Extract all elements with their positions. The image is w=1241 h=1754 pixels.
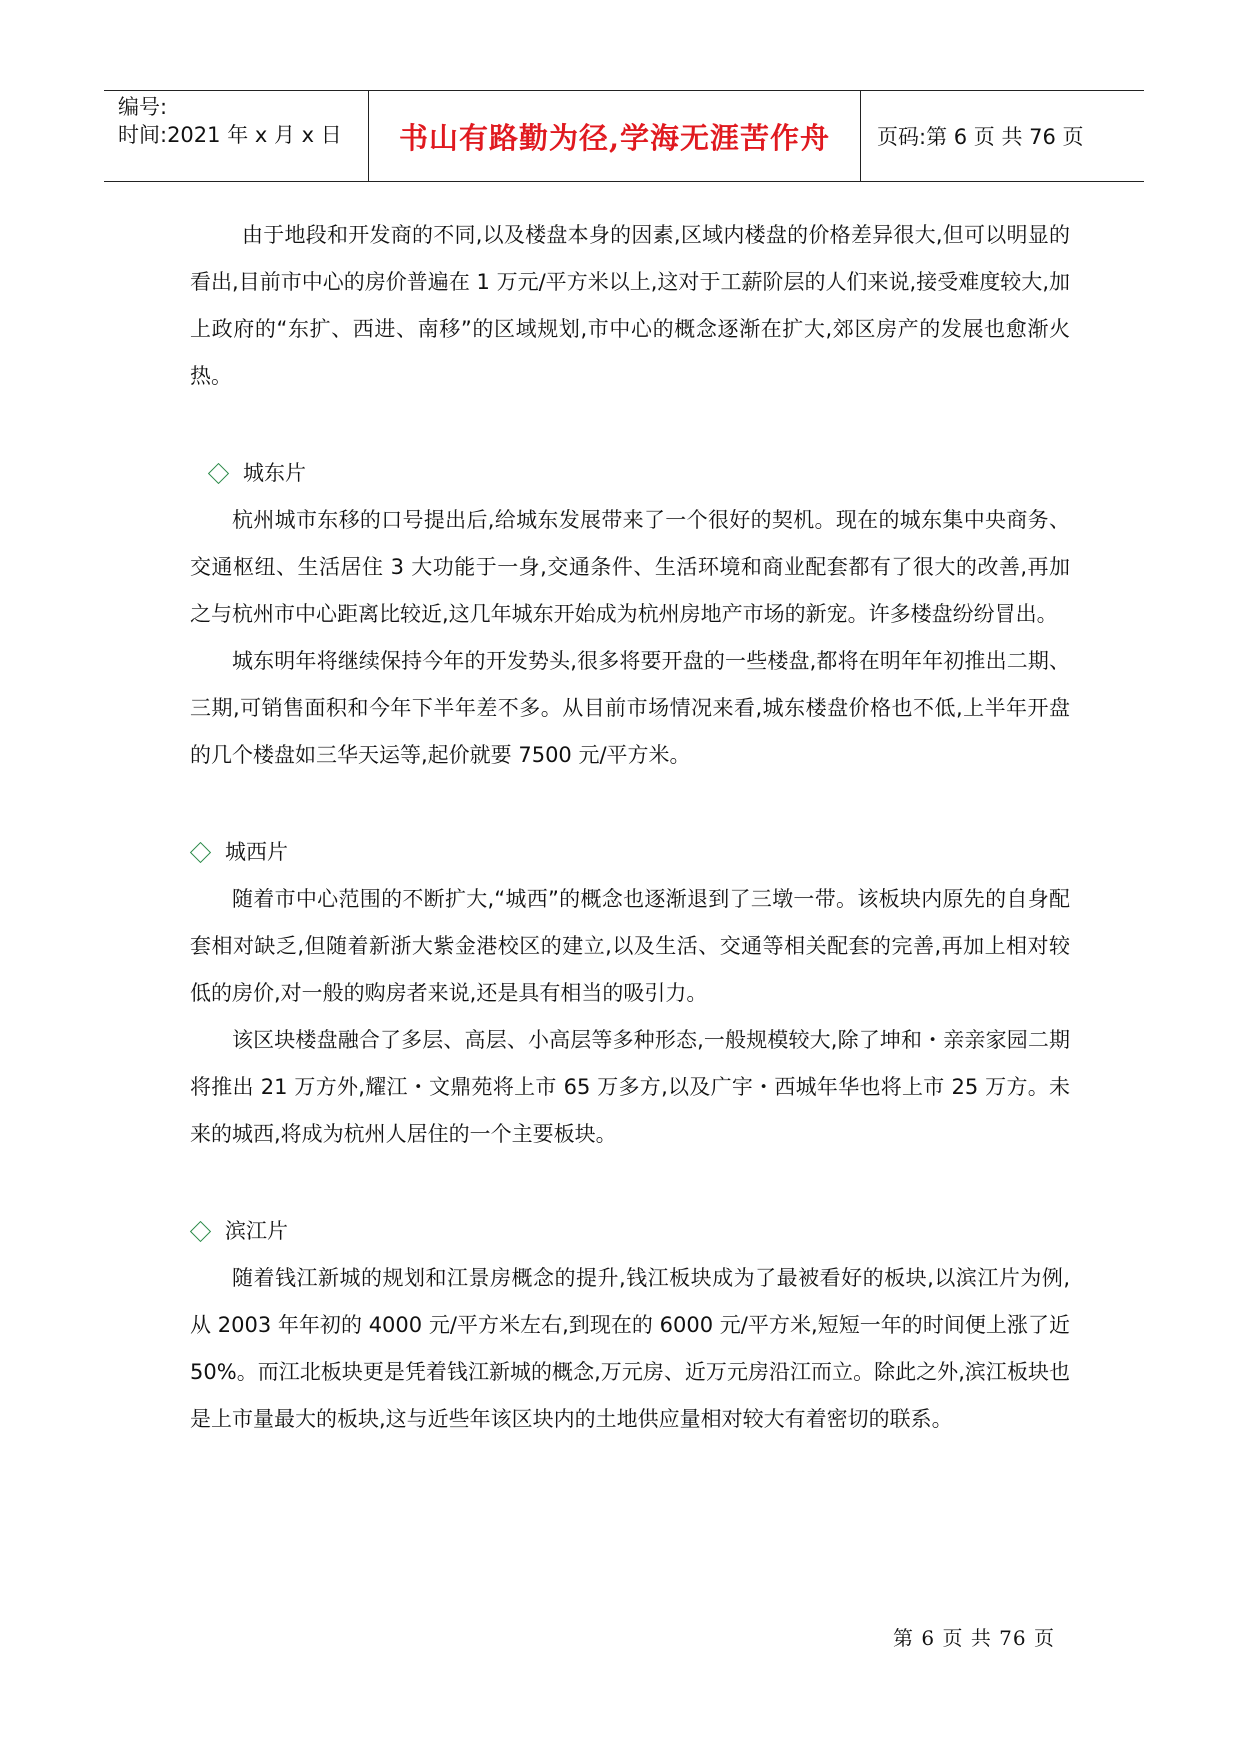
section-heading-chengdong	[190, 450, 1070, 497]
diamond-bullet-icon	[208, 463, 229, 484]
section-paragraph: 城东明年将继续保持今年的开发势头,很多将要开盘的一些楼盘,都将在明年年初推出二期、三期,可销售面积和今年下半年差不多。从目前市场情况来看,城东楼盘价格也不低,上半年开盘的几个楼盘如三华天运等,起价就要 7500 元/平方米。	[190, 649, 1070, 767]
section-paragraph: 杭州城市东移的口号提出后,给城东发展带来了一个很好的契机。现在的城东集中央商务、交通枢纽、生活居住 3 大功能于一身,交通条件、生活环境和商业配套都有了很大的改善,再加之与杭州市中心距离比较近,这几年城东开始成为杭州房地产市场的新宠。许多楼盘纷纷冒出。	[190, 508, 1070, 626]
section-title: 城东片	[243, 461, 306, 485]
section-paragraph: 随着钱江新城的规划和江景房概念的提升,钱江板块成为了最被看好的板块,以滨江片为例,从 2003 年年初的 4000 元/平方米左右,到现在的 6000 元/平方米,短短一年的时间便上涨了近 50%。而江北板块更是凭着钱江新城的概念,万元房、近万元房沿江而立。除此之外,滨江板块也是上市量最大的板块,这与近些年该区块内的土地供应量相对较大有着密切的联系。	[190, 1266, 1070, 1431]
section-title: 滨江片	[225, 1219, 288, 1243]
section-paragraph: 随着市中心范围的不断扩大,“城西”的概念也逐渐退到了三墩一带。该板块内原先的自身配套相对缺乏,但随着新浙大紫金港校区的建立,以及生活、交通等相关配套的完善,再加上相对较低的房价,对一般的购房者来说,还是具有相当的吸引力。	[190, 887, 1070, 1005]
page-footer: 第 6 页 共 76 页	[893, 1626, 1055, 1650]
serial-label: 编号:	[118, 95, 168, 119]
section-heading-binjiang	[190, 1208, 1070, 1255]
section-heading-chengxi	[190, 829, 1070, 876]
header-page-number: 页码:第 6 页 共 76 页	[877, 125, 1084, 149]
section-title: 城西片	[225, 840, 288, 864]
diamond-bullet-icon	[190, 1221, 211, 1242]
header-motto: 书山有路勤为径,学海无涯苦作舟	[398, 120, 831, 155]
intro-paragraph: 由于地段和开发商的不同,以及楼盘本身的因素,区域内楼盘的价格差异很大,但可以明显的看出,目前市中心的房价普遍在 1 万元/平方米以上,这对于工薪阶层的人们来说,接受难度较大,加上政府的“东扩、西进、南移”的区域规划,市中心的概念逐渐在扩大,郊区房产的发展也愈渐火热。	[190, 223, 1070, 388]
header-meta	[118, 93, 368, 149]
section-paragraph: 该区块楼盘融合了多层、高层、小高层等多种形态,一般规模较大,除了坤和・亲亲家园二期将推出 21 万方外,耀江・文鼎苑将上市 65 万多方,以及广宇・西城年华也将上市 25 万方。未来的城西,将成为杭州人居住的一个主要板块。	[190, 1028, 1070, 1146]
page-header	[104, 90, 1144, 182]
time-label: 时间:2021 年 x 月 x 日	[118, 123, 342, 147]
diamond-bullet-icon	[190, 842, 211, 863]
document-body	[190, 212, 1070, 1443]
